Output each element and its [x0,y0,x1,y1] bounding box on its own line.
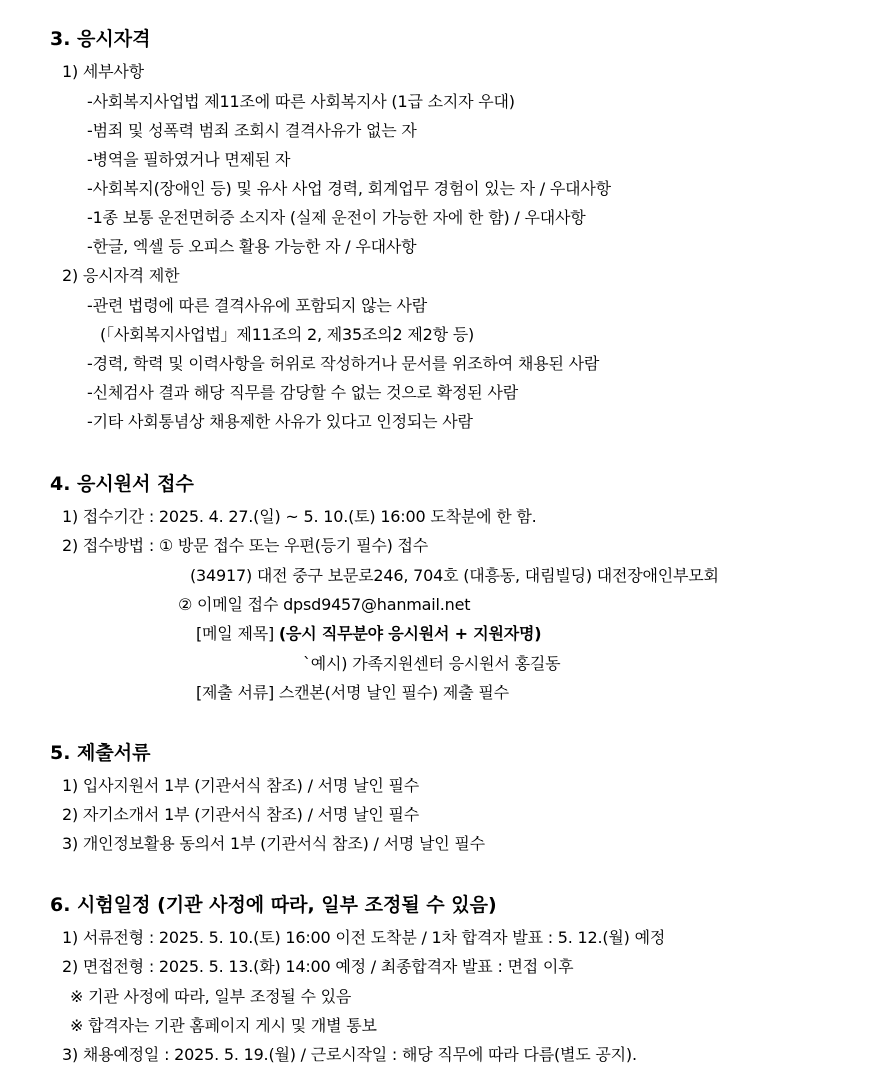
submission-docs-value: 스캔본(서명 날인 필수) 제출 필수 [278,683,509,702]
section-4-heading: 4. 응시원서 접수 [50,473,194,495]
section-5-heading: 5. 제출서류 [50,742,151,764]
section-3-sub2-title: 2) 응시자격 제한 [62,266,180,285]
list-item: (「사회복지사업법」제11조의 2, 제35조의2 제2항 등) [100,325,475,344]
list-item: 2) 자기소개서 1부 (기관서식 참조) / 서명 날인 필수 [62,805,419,824]
list-item: -병역을 필하였거나 면제된 자 [87,150,291,169]
schedule-document-screening: 1) 서류전형 : 2025. 5. 10.(토) 16:00 이전 도착분 / 1차 합격자 발표 : 5. 12.(월) 예정 [62,928,666,947]
schedule-hiring-date: 3) 채용예정일 : 2025. 5. 19.(월) / 근로시작일 : 해당 직무에 따라 다름(별도 공지). [62,1045,637,1064]
application-method: 2) 접수방법 : ① 방문 접수 또는 우편(등기 필수) 접수 [62,536,429,555]
list-item: -범죄 및 성폭력 범죄 조회시 결격사유가 없는 자 [87,121,417,140]
list-item: -사회복지사업법 제11조에 따른 사회복지사 (1급 소지자 우대) [87,92,515,111]
section-3-sub1-title: 1) 세부사항 [62,62,144,81]
schedule-note: ※ 기관 사정에 따라, 일부 조정될 수 있음 [70,987,352,1006]
section-6-heading: 6. 시험일정 (기관 사정에 따라, 일부 조정될 수 있음) [50,894,497,916]
list-item: -사회복지(장애인 등) 및 유사 사업 경력, 회계업무 경험이 있는 자 / 우대사항 [87,179,611,198]
list-item: -관련 법령에 따른 결격사유에 포함되지 않는 사람 [87,296,428,315]
submission-docs-label: [제출 서류] [196,683,274,702]
application-period: 1) 접수기간 : 2025. 4. 27.(일) ~ 5. 10.(토) 16:00 도착분에 한 함. [62,507,537,526]
list-item: 1) 입사지원서 1부 (기관서식 참조) / 서명 날인 필수 [62,776,419,795]
list-item: -1종 보통 운전면허증 소지자 (실제 운전이 가능한 자에 한 함) / 우대사항 [87,208,586,227]
list-item: -기타 사회통념상 채용제한 사유가 있다고 인정되는 사람 [87,412,473,431]
section-3-heading: 3. 응시자격 [50,28,151,50]
schedule-note: ※ 합격자는 기관 홈페이지 게시 및 개별 통보 [70,1016,377,1035]
submission-docs-row [196,683,509,703]
list-item: 3) 개인정보활용 동의서 1부 (기관서식 참조) / 서명 날인 필수 [62,834,485,853]
mailing-address: (34917) 대전 중구 보문로246, 704호 (대흥동, 대림빌딩) 대전장애인부모회 [190,566,719,585]
schedule-interview: 2) 면접전형 : 2025. 5. 13.(화) 14:00 예정 / 최종합격자 발표 : 면접 이후 [62,957,574,976]
list-item: -신체검사 결과 해당 직무를 감당할 수 없는 것으로 확정된 사람 [87,383,518,402]
mail-subject-row [196,624,541,644]
email-submission: ② 이메일 접수 dpsd9457@hanmail.net [178,595,471,614]
mail-subject-value: (응시 직무분야 응시원서 + 지원자명) [278,624,542,643]
list-item: -한글, 엑셀 등 오피스 활용 가능한 자 / 우대사항 [87,237,417,256]
list-item: -경력, 학력 및 이력사항을 허위로 작성하거나 문서를 위조하여 채용된 사람 [87,354,600,373]
mail-subject-label: [메일 제목] [196,624,274,643]
mail-subject-example: `예시) 가족지원센터 응시원서 홍길동 [303,654,561,673]
